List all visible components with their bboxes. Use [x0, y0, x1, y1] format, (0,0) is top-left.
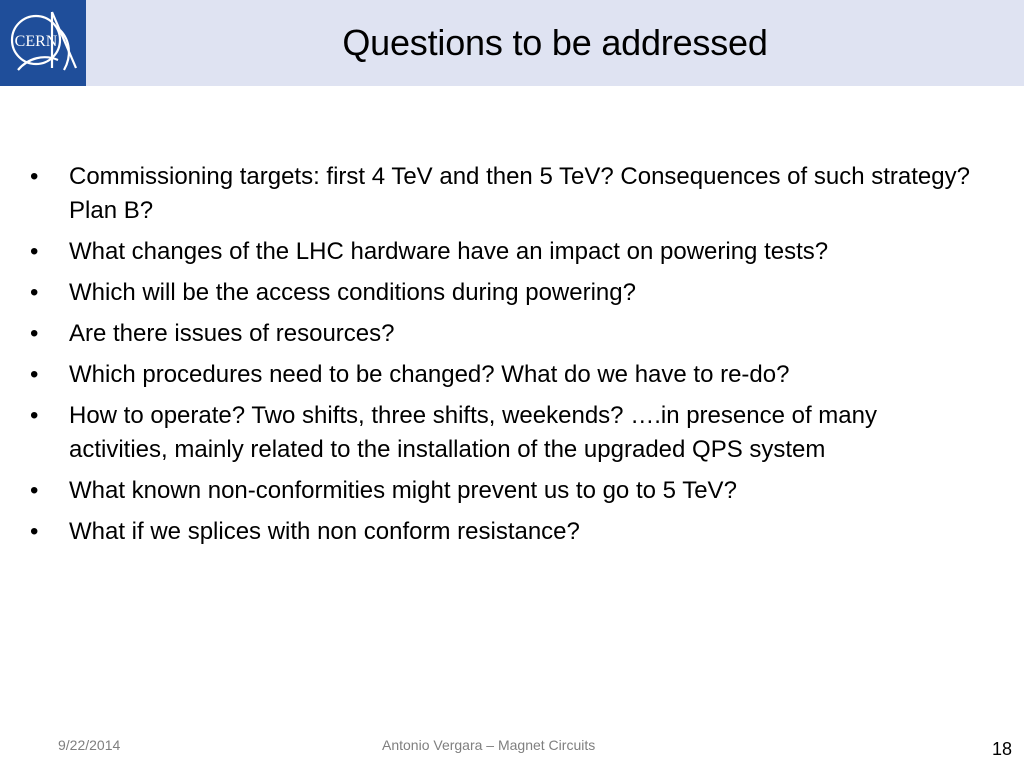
slide-number: 18	[992, 739, 1013, 759]
bullet-marker: •	[30, 163, 39, 190]
bullet-marker: •	[30, 518, 39, 545]
bullet-marker: •	[30, 238, 39, 265]
bullet-item	[30, 160, 980, 228]
bullet-text: Which will be the access conditions during powering?	[69, 279, 636, 306]
bullet-text: How to operate? Two shifts, three shifts, weekends? ….in presence of many activities, mainly related to the installation of the upgraded QPS system	[69, 402, 877, 463]
bullet-text: Which procedures need to be changed? What do we have to re-do?	[69, 361, 790, 388]
footer-date: 9/22/2014	[58, 737, 121, 753]
bullet-item	[30, 515, 980, 549]
bullet-item	[30, 358, 980, 392]
bullet-marker: •	[30, 477, 39, 504]
cern-logo-text: CERN	[14, 33, 58, 50]
bullet-marker: •	[30, 279, 39, 306]
bullet-text: Commissioning targets: first 4 TeV and then 5 TeV? Consequences of such strategy? Plan B?	[69, 163, 970, 224]
bullet-item	[30, 235, 980, 269]
bullet-item	[30, 317, 980, 351]
bullet-text: What changes of the LHC hardware have an impact on powering tests?	[69, 238, 829, 265]
bullet-text: What known non-conformities might prevent us to go to 5 TeV?	[69, 477, 737, 504]
cern-logo	[0, 0, 86, 86]
bullet-item	[30, 399, 980, 467]
slide-title: Questions to be addressed	[342, 22, 768, 63]
bullet-text: What if we splices with non conform resistance?	[69, 518, 580, 545]
bullet-marker: •	[30, 402, 39, 429]
title-band	[0, 0, 1024, 86]
bullet-text: Are there issues of resources?	[69, 320, 395, 347]
bullet-marker: •	[30, 361, 39, 388]
bullet-list	[30, 160, 980, 556]
footer-author: Antonio Vergara – Magnet Circuits	[382, 737, 596, 753]
bullet-item	[30, 474, 980, 508]
bullet-marker: •	[30, 320, 39, 347]
bullet-item	[30, 276, 980, 310]
